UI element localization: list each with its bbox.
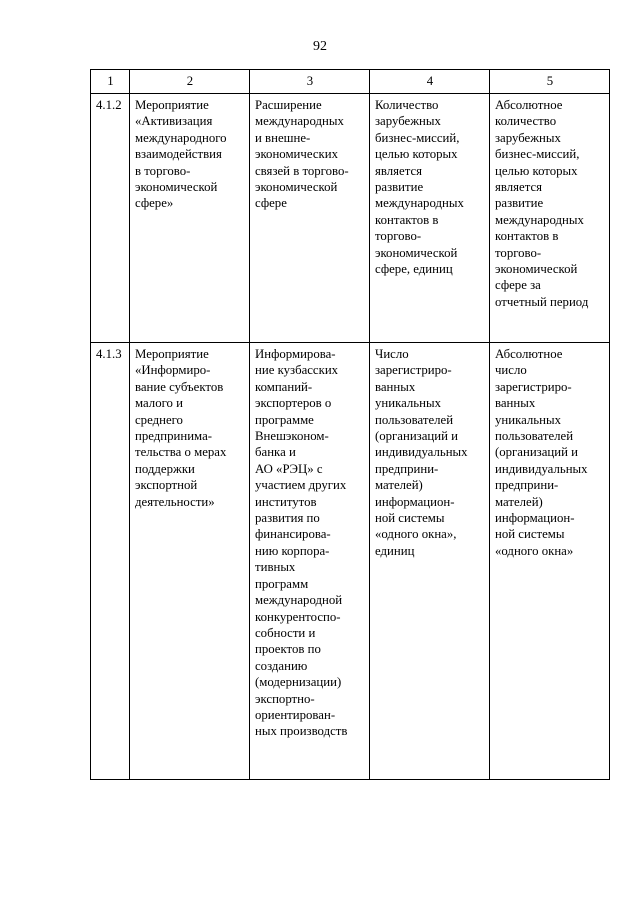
cell-text-line: экономических (255, 147, 338, 162)
method-cell (490, 343, 610, 780)
cell-text-line: в торгово- (135, 163, 191, 178)
cell-text-line: предприни- (495, 478, 559, 493)
cell-text-line: деятельности» (135, 494, 215, 509)
cell-text-line: экспортно- (255, 691, 315, 706)
cell-text-line: Количество (375, 98, 439, 112)
cell-text-line: программ (255, 576, 309, 591)
indicator-cell (370, 94, 490, 343)
measures-table (90, 69, 610, 780)
cell-text-line: поддержки (135, 461, 195, 476)
header-cell-4: 4 (370, 70, 490, 94)
cell-text-line: программе (255, 412, 314, 427)
cell-text-line: Информирова- (255, 347, 336, 361)
cell-text-line: сфере» (135, 196, 174, 211)
cell-text-line: «Активизация (135, 114, 213, 129)
cell-text-line: информацион- (375, 494, 455, 509)
cell-text-line: международных (375, 196, 464, 211)
cell-text-line: среднего (135, 412, 183, 427)
cell-text-line: связей в торгово- (255, 163, 349, 178)
cell-text-line: Абсолютное (495, 347, 563, 361)
cell-text-line: Расширение (255, 98, 322, 112)
cell-text-line: является (375, 163, 423, 178)
cell-text-line: уникальных (495, 412, 561, 427)
cell-text-line: зарегистриро- (495, 379, 572, 394)
cell-text-line: пользователей (495, 429, 574, 444)
cell-text-line: АО «РЭЦ» с (255, 461, 323, 476)
cell-text-line: зарубежных (375, 114, 441, 129)
cell-text-line: контактов в (375, 212, 439, 227)
cell-text-line: банка и (255, 445, 296, 460)
cell-text-line: вание субъектов (135, 379, 224, 394)
cell-text-line: является (495, 180, 543, 195)
cell-text-line: малого и (135, 396, 183, 411)
cell-text-line: международных (255, 114, 344, 129)
cell-text-line: ной системы (375, 511, 445, 526)
cell-text-line: единиц (375, 543, 415, 558)
cell-text-line: развитие (495, 196, 544, 211)
cell-text-line: «одного окна», (375, 527, 457, 542)
cell-text-line: экономической (495, 262, 578, 277)
cell-text-line: индивидуальных (495, 461, 588, 476)
cell-text-line: бизнес-миссий, (375, 130, 460, 145)
cell-text-line: ванных (375, 379, 416, 394)
cell-text-line: целью которых (495, 163, 578, 178)
row-code: 4.1.3 (91, 343, 130, 780)
cell-text-line: международных (495, 212, 584, 227)
cell-text-line: Число (375, 347, 409, 361)
cell-text-line: финансирова- (255, 527, 331, 542)
cell-text-line: индивидуальных (375, 445, 468, 460)
cell-text-line: Внешэконом- (255, 429, 329, 444)
cell-text-line: зарегистриро- (375, 363, 452, 378)
cell-text-line: мателей) (375, 478, 423, 493)
cell-text-line: экономической (255, 180, 338, 195)
goal-cell (250, 343, 370, 780)
page-number: 92 (313, 39, 327, 54)
cell-text-line: торгово- (375, 229, 422, 244)
cell-text-line: ной системы (495, 527, 565, 542)
header-cell-1: 1 (91, 70, 130, 94)
goal-cell (250, 94, 370, 343)
cell-text-line: (организаций и (375, 429, 459, 444)
cell-text-line: институтов (255, 494, 317, 509)
cell-text-line: (организаций и (495, 445, 579, 460)
cell-text-line: уникальных (375, 396, 441, 411)
cell-text-line: собности и (255, 625, 316, 640)
cell-text-line: контактов в (495, 229, 559, 244)
cell-text-line: ориентирован- (255, 707, 336, 722)
cell-text-line: количество (495, 114, 557, 129)
row-code: 4.1.2 (91, 94, 130, 343)
cell-text-line: число (495, 363, 527, 378)
cell-text-line: сфере за (495, 278, 541, 293)
cell-text-line: тельства о мерах (135, 445, 227, 460)
cell-text-line: информацион- (495, 511, 575, 526)
method-cell (490, 94, 610, 343)
cell-text-line: компаний- (255, 379, 313, 394)
measure-cell (130, 94, 250, 343)
cell-text-line: предпринима- (135, 429, 213, 444)
cell-text-line: развитие (375, 180, 424, 195)
cell-text-line: Абсолютное (495, 98, 563, 112)
table-row (91, 94, 610, 343)
cell-text-line: сфере, единиц (375, 262, 453, 277)
indicator-cell (370, 343, 490, 780)
cell-text-line: бизнес-миссий, (495, 147, 580, 162)
cell-text-line: «Информиро- (135, 363, 211, 378)
cell-text-line: и внешне- (255, 130, 311, 145)
cell-text-line: международной (255, 593, 343, 608)
cell-text-line: Мероприятие (135, 98, 209, 112)
cell-text-line: целью которых (375, 147, 458, 162)
cell-text-line: экспортной (135, 478, 198, 493)
cell-text-line: ние кузбасских (255, 363, 339, 378)
header-cell-2: 2 (130, 70, 250, 94)
cell-text-line: развития по (255, 511, 320, 526)
cell-text-line: отчетный период (495, 294, 589, 309)
cell-text-line: проектов по (255, 642, 321, 657)
cell-text-line: конкурентоспо- (255, 609, 341, 624)
table-header-row (91, 70, 610, 94)
cell-text-line: нию корпора- (255, 543, 330, 558)
cell-text-line: участием других (255, 478, 347, 493)
cell-text-line: сфере (255, 196, 287, 211)
measure-cell (130, 343, 250, 780)
cell-text-line: международного (135, 130, 227, 145)
cell-text-line: пользователей (375, 412, 454, 427)
table-row (91, 343, 610, 780)
cell-text-line: (модернизации) (255, 675, 342, 690)
cell-text-line: тивных (255, 560, 296, 575)
cell-text-line: экономической (375, 245, 458, 260)
cell-text-line: созданию (255, 658, 308, 673)
cell-text-line: зарубежных (495, 130, 561, 145)
cell-text-line: «одного окна» (495, 543, 574, 558)
cell-text-line: предприни- (375, 461, 439, 476)
header-cell-3: 3 (250, 70, 370, 94)
cell-text-line: ных производств (255, 724, 348, 739)
cell-text-line: ванных (495, 396, 536, 411)
cell-text-line: торгово- (495, 245, 542, 260)
header-cell-5: 5 (490, 70, 610, 94)
cell-text-line: экспортеров о (255, 396, 332, 411)
cell-text-line: взаимодействия (135, 147, 222, 162)
cell-text-line: Мероприятие (135, 347, 209, 361)
cell-text-line: мателей) (495, 494, 543, 509)
cell-text-line: экономической (135, 180, 218, 195)
